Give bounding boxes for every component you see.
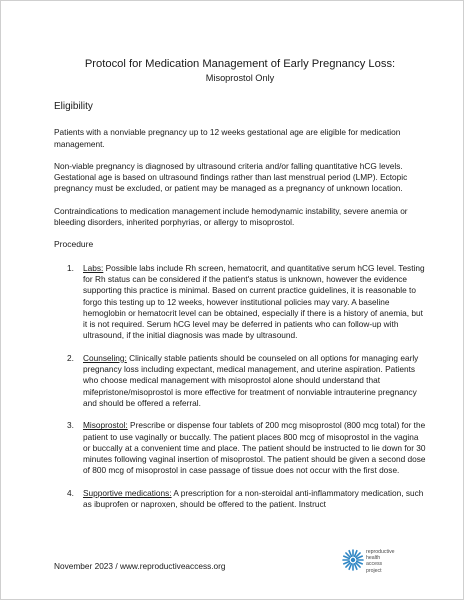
document-subtitle: Misoprostol Only	[205, 73, 275, 83]
item-number: 1.	[67, 262, 74, 273]
item-number: 3.	[67, 420, 74, 431]
item-lead: Supportive medications:	[83, 487, 172, 498]
document-title: Protocol for Medication Management of Early Pregnancy Loss:	[84, 58, 396, 70]
procedure-list	[54, 263, 426, 511]
procedure-heading: Procedure	[54, 239, 94, 250]
eligibility-paragraph: Patients with a nonviable pregnancy up to 12 weeks gestational age are eligible for medication management.	[54, 127, 401, 149]
item-number: 2.	[67, 352, 74, 363]
logo-line: access	[366, 561, 383, 568]
item-lead: Counseling:	[83, 352, 127, 363]
rhap-sunburst-logo-icon	[342, 549, 364, 571]
item-text: Prescribe or dispense four tablets of 200 mcg misoprostol (800 mcg total) for the patient to use vaginally or buccally. The patient places 800 mcg of misoprostol in the vagina or buccally at a convenient time and place. The patient should be instructed to lie down for 30 minutes following vaginal insertion of misoprostol. The patient should be given a second dose of 800 mcg of misoprostol in case passage of tissue does not occur with the first dose.	[83, 420, 426, 476]
diagnosis-paragraph: Non-viable pregnancy is diagnosed by ultrasound criteria and/or falling quantitative hCG levels. Gestational age is based on ultrasound findings rather than last menstrual period (LMP). Ectopic pregnancy must be excluded, or patient may be managed as a pregnancy of unknown location.	[54, 160, 408, 194]
item-text: Clinically stable patients should be counseled on all options for managing early pregnancy loss including expectant, medical management, and uterine aspiration. Patients who choose medical management with misoprostol alone should understand that mifepristone/misoprostol is more effective for treatment of nonviable intrauterine pregnancy and should be offered a referral.	[83, 352, 419, 408]
item-lead: Labs:	[83, 262, 104, 273]
contraindications-paragraph: Contraindications to medication management include hemodynamic instability, severe anemia or bleeding disorders, inherited porphyrias, or allergy to misoprostol.	[54, 205, 408, 228]
document-body	[54, 57, 426, 521]
item-text: A prescription for a non-steroidal anti-inflammatory medication, such as ibuprofen or naproxen, should be offered to the patient. Instruct	[83, 487, 424, 510]
item-text: Possible labs include Rh screen, hematocrit, and quantitative serum hCG level. Testing for Rh status can be considered if the patient's status is unknown, however the evidence supporting this practice is minimal. Based on current practice guidelines, it is reasonable to forgo this testing up to 12 weeks, however institutional policies may vary. A baseline hemoglobin or hematocrit level can be obtained, especially if there is a history of anemia, but it is not required. Serum hCG level may be deferred in patients who can follow-up with ultrasound, if the initial diagnosis was made by ultrasound.	[83, 262, 425, 341]
procedure-item-supportive-medications	[54, 488, 426, 511]
logo-line: project	[366, 567, 382, 574]
logo-text	[366, 549, 395, 574]
eligibility-heading: Eligibility	[54, 101, 93, 112]
rhap-logo	[342, 549, 422, 577]
item-number: 4.	[67, 487, 74, 498]
procedure-item-misoprostol	[54, 420, 426, 476]
footer-text: November 2023 / www.reproductiveaccess.org	[54, 561, 226, 571]
logo-line: health	[366, 555, 381, 562]
logo-line: reproductive	[366, 549, 395, 555]
procedure-item-labs	[54, 263, 426, 342]
procedure-item-counseling	[54, 353, 426, 409]
item-lead: Misoprostol:	[83, 420, 128, 431]
